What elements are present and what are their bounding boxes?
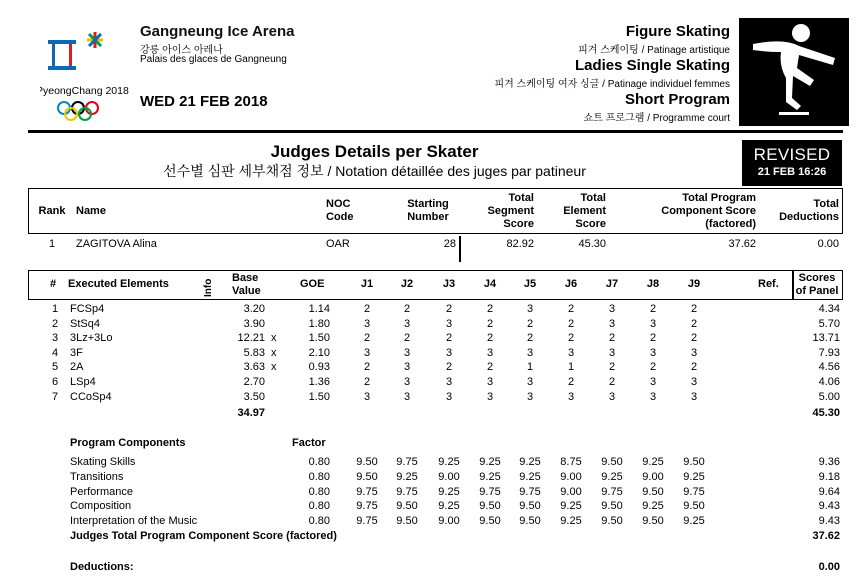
element-row <box>0 332 865 347</box>
judge-4-mark: 9.50 <box>479 515 501 528</box>
judge-5-mark: 9.50 <box>519 515 541 528</box>
component-panel-score: 9.36 <box>818 456 840 468</box>
judge-7-mark: 9.50 <box>601 456 623 468</box>
summary-row <box>28 237 843 251</box>
element-panel-score: 4.34 <box>818 303 840 315</box>
element-row <box>0 391 865 406</box>
scores-divider <box>792 270 794 300</box>
component-panel-score: 9.18 <box>818 470 840 483</box>
judge-9-mark: 9.75 <box>683 485 705 498</box>
element-base-value: 3.63 <box>243 361 265 374</box>
figure-skating-pictogram-icon <box>739 18 849 126</box>
skater-starting-number: 28 <box>443 238 456 250</box>
element-panel-score: 7.93 <box>818 346 840 359</box>
judge-1-grade: 2 <box>363 361 371 374</box>
judge-7-grade: 3 <box>608 390 616 403</box>
base-value-total: 34.97 <box>237 407 265 419</box>
judge-header-7: J7 <box>605 278 619 290</box>
skater-total-pcs: 37.62 <box>728 238 756 250</box>
element-number: 4 <box>51 346 59 359</box>
deductions-label: Deductions: <box>70 561 134 573</box>
judge-2-mark: 9.50 <box>396 500 418 513</box>
judge-7-mark: 9.50 <box>601 515 623 528</box>
element-row <box>0 376 865 391</box>
revised-label: REVISED <box>753 145 831 164</box>
venue-name-french: Palais des glaces de Gangneung <box>140 54 287 65</box>
judge-9-mark: 9.50 <box>683 500 705 513</box>
program-components-title: Program Components <box>70 437 186 449</box>
judge-8-mark: 9.25 <box>642 456 664 468</box>
header-divider <box>28 130 843 133</box>
noc-header: NOC Code <box>326 198 354 223</box>
element-name: CCoSp4 <box>70 390 112 403</box>
total-element-score-header: Total Element Score <box>563 191 606 230</box>
judge-4-grade: 2 <box>486 303 494 315</box>
event-subtitle: 피겨 스케이팅 여자 싱글 / Patinage individuel femmes <box>494 79 730 90</box>
judge-4-grade: 2 <box>486 361 494 374</box>
judge-2-grade: 2 <box>403 303 411 315</box>
judge-2-grade: 3 <box>403 390 411 403</box>
judge-1-grade: 3 <box>363 317 371 330</box>
revised-badge <box>742 140 842 186</box>
element-number: 6 <box>51 376 59 388</box>
judge-4-grade: 3 <box>486 376 494 388</box>
judge-2-mark: 9.25 <box>396 470 418 483</box>
goe-header: GOE <box>300 278 325 290</box>
judge-header-9: J9 <box>687 278 701 290</box>
element-name: 3F <box>70 346 83 359</box>
element-number: 5 <box>51 361 59 374</box>
judge-header-4: J4 <box>483 278 497 290</box>
judge-1-grade: 3 <box>363 390 371 403</box>
judge-8-grade: 2 <box>649 332 657 345</box>
judge-4-grade: 3 <box>486 346 494 359</box>
judge-4-mark: 9.75 <box>479 485 501 498</box>
judge-3-mark: 9.25 <box>438 485 460 498</box>
judge-9-mark: 9.25 <box>683 515 705 528</box>
judge-1-grade: 2 <box>363 376 371 388</box>
judge-5-mark: 9.25 <box>519 470 541 483</box>
name-header: Name <box>76 204 106 217</box>
judge-5-mark: 9.75 <box>519 485 541 498</box>
judge-header-5: J5 <box>523 278 537 290</box>
element-name: 2A <box>70 361 84 374</box>
judge-3-mark: 9.25 <box>438 500 460 513</box>
element-name: LSp4 <box>70 376 96 388</box>
judge-2-grade: 3 <box>403 376 411 388</box>
judge-8-grade: 3 <box>649 346 657 359</box>
judge-1-grade: 2 <box>363 303 371 315</box>
component-row <box>0 486 865 501</box>
venue-name: Gangneung Ice Arena <box>140 23 295 40</box>
discipline-title: Figure Skating <box>625 23 730 40</box>
pcs-total-label: Judges Total Program Component Score (factored) <box>70 530 337 542</box>
element-row <box>0 361 865 376</box>
component-name: Performance <box>70 485 133 498</box>
component-factor: 0.80 <box>308 485 330 498</box>
document-subtitle: 선수별 심판 세부채점 정보 / Notation détaillée des juges par patineur <box>163 163 586 179</box>
element-number: 7 <box>51 390 59 403</box>
judge-6-grade: 2 <box>567 317 575 330</box>
judge-6-grade: 2 <box>567 332 575 345</box>
judge-7-grade: 3 <box>608 303 616 315</box>
element-base-value: 3.50 <box>243 390 265 403</box>
component-name: Transitions <box>70 470 124 483</box>
element-name: 3Lz+3Lo <box>70 332 113 345</box>
judge-7-mark: 9.50 <box>601 500 623 513</box>
judge-8-mark: 9.25 <box>642 500 664 513</box>
judge-1-mark: 9.75 <box>356 515 378 528</box>
judge-3-grade: 2 <box>445 361 453 374</box>
skater-total-element-score: 45.30 <box>578 238 606 250</box>
element-base-value: 12.21 <box>237 332 265 345</box>
judge-9-grade: 2 <box>690 303 698 315</box>
pyeongchang-2018-logo <box>40 22 140 126</box>
skater-total-segment-score: 82.92 <box>506 238 534 250</box>
component-row <box>0 515 865 530</box>
judge-9-mark: 9.50 <box>683 456 705 468</box>
judge-2-grade: 2 <box>403 332 411 345</box>
judge-4-mark: 9.25 <box>479 470 501 483</box>
component-panel-score: 9.64 <box>818 485 840 498</box>
judge-5-grade: 2 <box>526 332 534 345</box>
judge-4-grade: 3 <box>486 390 494 403</box>
component-name: Composition <box>70 500 132 513</box>
judge-2-mark: 9.75 <box>396 485 418 498</box>
element-goe: 1.50 <box>308 332 330 345</box>
judge-9-grade: 2 <box>690 332 698 345</box>
element-bonus-mark: x <box>271 346 277 359</box>
judge-8-mark: 9.50 <box>642 515 664 528</box>
factor-header: Factor <box>292 437 326 449</box>
judge-6-grade: 2 <box>567 303 575 315</box>
skater-total-deductions: 0.00 <box>817 238 839 250</box>
judge-4-grade: 2 <box>486 317 494 330</box>
judge-1-grade: 3 <box>363 346 371 359</box>
revised-time: 21 FEB 16:26 <box>757 166 827 178</box>
summary-divider <box>459 236 461 262</box>
element-name: FCSp4 <box>70 303 105 315</box>
judge-3-mark: 9.00 <box>438 515 460 528</box>
deductions-value: 0.00 <box>818 561 840 573</box>
total-deductions-header: Total Deductions <box>779 198 839 223</box>
event-title: Ladies Single Skating <box>574 57 730 74</box>
judge-6-mark: 9.00 <box>560 485 582 498</box>
judge-5-grade: 3 <box>526 346 534 359</box>
judge-4-grade: 2 <box>486 332 494 345</box>
judge-1-mark: 9.50 <box>356 470 378 483</box>
judge-6-mark: 8.75 <box>560 456 582 468</box>
element-panel-score: 4.06 <box>818 376 840 388</box>
judge-8-grade: 3 <box>649 376 657 388</box>
judge-9-grade: 2 <box>690 317 698 330</box>
component-factor: 0.80 <box>308 456 330 468</box>
element-row <box>0 347 865 362</box>
judge-header-8: J8 <box>646 278 660 290</box>
judge-header-6: J6 <box>564 278 578 290</box>
judge-5-grade: 2 <box>526 317 534 330</box>
judge-5-grade: 1 <box>526 361 534 374</box>
element-goe: 1.36 <box>308 376 330 388</box>
judge-7-grade: 2 <box>608 332 616 345</box>
judge-5-grade: 3 <box>526 376 534 388</box>
judge-2-grade: 3 <box>403 361 411 374</box>
judge-6-grade: 2 <box>567 376 575 388</box>
scores-of-panel-header: Scores of Panel <box>795 272 839 297</box>
element-number-header: # <box>50 278 57 290</box>
judge-1-mark: 9.75 <box>356 485 378 498</box>
total-pcs-header: Total Program Component Score (factored) <box>661 191 756 230</box>
judge-7-grade: 3 <box>608 317 616 330</box>
judge-8-grade: 2 <box>649 361 657 374</box>
venue-name-korean: 강릉 아이스 아레나 <box>140 45 223 56</box>
judge-4-mark: 9.50 <box>479 500 501 513</box>
judge-8-mark: 9.50 <box>642 485 664 498</box>
games-logo-text: PyeongChang 2018 <box>40 85 129 97</box>
judge-5-mark: 9.25 <box>519 456 541 468</box>
judge-3-mark: 9.25 <box>438 456 460 468</box>
judge-3-grade: 3 <box>445 376 453 388</box>
judge-6-grade: 1 <box>567 361 575 374</box>
judge-header-1: J1 <box>360 278 374 290</box>
summary-header <box>28 188 843 234</box>
component-panel-score: 9.43 <box>818 500 840 513</box>
starting-number-header: Starting Number <box>407 198 449 223</box>
element-base-value: 3.20 <box>243 303 265 315</box>
judge-8-mark: 9.00 <box>642 470 664 483</box>
element-base-value: 5.83 <box>243 346 265 359</box>
component-name: Skating Skills <box>70 456 136 468</box>
component-factor: 0.80 <box>308 470 330 483</box>
skater-name: ZAGITOVA Alina <box>76 238 157 250</box>
judge-5-grade: 3 <box>526 303 534 315</box>
element-row <box>0 318 865 333</box>
judge-7-mark: 9.25 <box>601 470 623 483</box>
judge-2-mark: 9.75 <box>396 456 418 468</box>
judge-6-grade: 3 <box>567 390 575 403</box>
judge-5-mark: 9.50 <box>519 500 541 513</box>
judge-3-grade: 2 <box>445 332 453 345</box>
element-panel-score: 5.70 <box>818 317 840 330</box>
element-panel-score: 4.56 <box>818 361 840 374</box>
judge-2-mark: 9.50 <box>396 515 418 528</box>
document-title: Judges Details per Skater <box>270 142 479 161</box>
element-goe: 1.80 <box>308 317 330 330</box>
element-goe: 0.93 <box>308 361 330 374</box>
judge-6-mark: 9.00 <box>560 470 582 483</box>
element-name: StSq4 <box>70 317 100 330</box>
judge-8-grade: 3 <box>649 390 657 403</box>
rank-header: Rank <box>38 204 66 217</box>
base-value-header: Base Value <box>232 272 261 297</box>
element-base-value: 3.90 <box>243 317 265 330</box>
judge-3-grade: 3 <box>445 346 453 359</box>
judge-1-grade: 2 <box>363 332 371 345</box>
judge-3-grade: 3 <box>445 317 453 330</box>
element-base-value: 2.70 <box>243 376 265 388</box>
element-row <box>0 303 865 318</box>
event-date: WED 21 FEB 2018 <box>140 93 268 110</box>
component-factor: 0.80 <box>308 500 330 513</box>
pyeongchang-emblem-icon <box>40 22 140 126</box>
judge-7-grade: 2 <box>608 376 616 388</box>
judge-6-grade: 3 <box>567 346 575 359</box>
segment-subtitle: 쇼트 프로그램 / Programme court <box>583 113 730 124</box>
total-segment-score-header: Total Segment Score <box>487 191 534 230</box>
judge-8-grade: 3 <box>649 317 657 330</box>
executed-elements-header: Executed Elements <box>68 278 169 290</box>
judge-2-grade: 3 <box>403 346 411 359</box>
element-goe: 1.14 <box>308 303 330 315</box>
ref-header: Ref. <box>758 278 779 290</box>
judge-5-grade: 3 <box>526 390 534 403</box>
judge-4-mark: 9.25 <box>479 456 501 468</box>
element-goe: 2.10 <box>308 346 330 359</box>
component-row <box>0 500 865 515</box>
judge-2-grade: 3 <box>403 317 411 330</box>
skater-noc: OAR <box>326 238 350 250</box>
element-number: 1 <box>51 303 59 315</box>
discipline-subtitle: 피겨 스케이팅 / Patinage artistique <box>578 45 730 56</box>
judge-3-grade: 2 <box>445 303 453 315</box>
judge-8-grade: 2 <box>649 303 657 315</box>
component-panel-score: 9.43 <box>818 515 840 528</box>
judge-1-mark: 9.75 <box>356 500 378 513</box>
judge-9-mark: 9.25 <box>683 470 705 483</box>
judge-3-grade: 3 <box>445 390 453 403</box>
judge-9-grade: 2 <box>690 361 698 374</box>
info-header: Info <box>203 278 214 297</box>
component-name: Interpretation of the Music <box>70 515 198 528</box>
element-bonus-mark: x <box>271 361 277 374</box>
element-goe: 1.50 <box>308 390 330 403</box>
judge-1-mark: 9.50 <box>356 456 378 468</box>
segment-title: Short Program <box>624 91 730 108</box>
judge-6-mark: 9.25 <box>560 515 582 528</box>
component-row <box>0 471 865 486</box>
judge-9-grade: 3 <box>690 390 698 403</box>
judge-header-3: J3 <box>442 278 456 290</box>
element-panel-score: 13.71 <box>812 332 840 345</box>
judge-7-grade: 3 <box>608 346 616 359</box>
pcs-total-value: 37.62 <box>812 530 840 542</box>
component-row <box>0 456 865 471</box>
element-number: 3 <box>51 332 59 345</box>
judge-header-2: J2 <box>400 278 414 290</box>
judge-6-mark: 9.25 <box>560 500 582 513</box>
element-number: 2 <box>51 317 59 330</box>
judge-9-grade: 3 <box>690 376 698 388</box>
judge-9-grade: 3 <box>690 346 698 359</box>
judge-7-mark: 9.75 <box>601 485 623 498</box>
component-factor: 0.80 <box>308 515 330 528</box>
judge-3-mark: 9.00 <box>438 470 460 483</box>
elements-score-total: 45.30 <box>812 407 840 419</box>
element-bonus-mark: x <box>271 332 277 345</box>
skater-rank: 1 <box>48 238 56 250</box>
element-panel-score: 5.00 <box>818 390 840 403</box>
judge-7-grade: 2 <box>608 361 616 374</box>
